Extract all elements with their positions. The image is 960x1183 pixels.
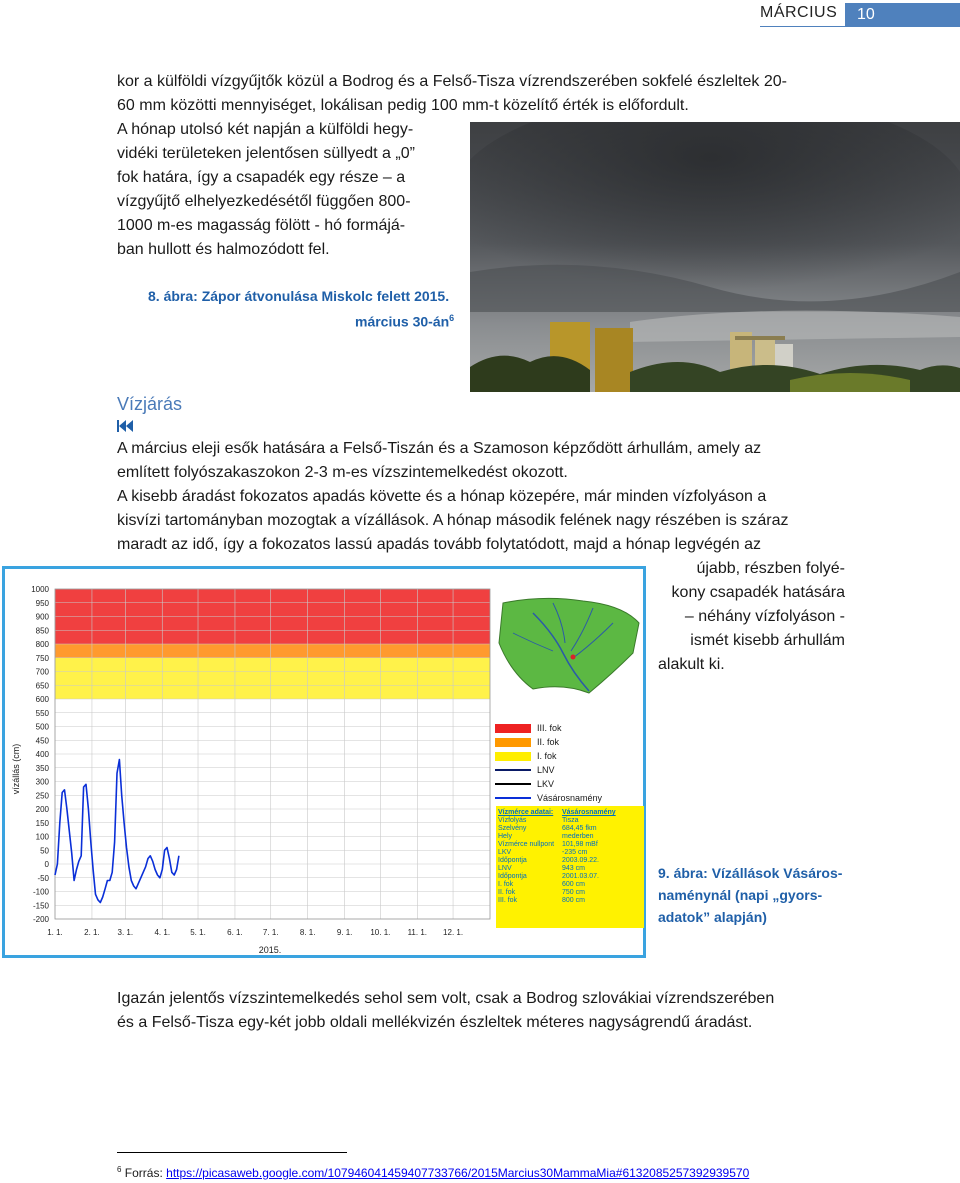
side-line: ismét kisebb árhullám: [690, 632, 845, 649]
y-tick-label: 850: [35, 626, 49, 636]
header-rule: [760, 26, 846, 27]
station-info-value: 2001.03.07.: [562, 873, 599, 880]
legend-item: [495, 749, 602, 763]
station-info-value: 800 cm: [562, 897, 585, 904]
paragraph-line: maradt az idő, így a fokozatos lassú apadás tovább folytatódott, majd a hónap legvégén az: [117, 536, 761, 553]
running-header-title: MÁRCIUS: [760, 4, 838, 21]
station-info-key: Vízmérce adatai:: [498, 809, 554, 816]
page-number: 10: [845, 3, 960, 27]
section-heading: Vízjárás: [117, 394, 183, 414]
station-info-row: [498, 825, 642, 833]
station-info-row: [498, 841, 642, 849]
y-tick-label: 1000: [31, 585, 49, 594]
station-info-key: Vízfolyás: [498, 817, 527, 824]
station-info-value: -235 cm: [562, 849, 588, 856]
legend-item: [495, 763, 602, 777]
figure-9-caption-line: naménynál (napi „gyors-: [658, 887, 823, 903]
paragraph-line: kisvízi tartományban mozogtak a vízállások. A hónap második felének nagy részében is száraz: [117, 512, 789, 529]
x-tick-label: 10. 1.: [370, 928, 391, 937]
figure-9-caption-line: 9. ábra: Vízállások Vásáros-: [658, 865, 843, 881]
y-tick-label: 950: [35, 598, 49, 608]
station-info-key: Hely: [498, 833, 513, 840]
legend-label: LNV: [537, 765, 555, 775]
hydrology-paragraph: [117, 437, 845, 557]
paragraph-line: A kisebb áradást fokozatos apadás követte és a hónap közepére, már minden vízfolyáson a: [117, 488, 767, 505]
station-info-value: 101,98 mBf: [562, 841, 598, 848]
station-info-row: [498, 881, 642, 889]
legend-item: [495, 791, 602, 805]
y-tick-label: 200: [35, 805, 49, 814]
chart-legend: [495, 721, 602, 805]
snow-line: 1000 m-es magasság fölött - hó formájá-: [117, 217, 406, 234]
legend-swatch: [495, 769, 531, 771]
legend-swatch: [495, 752, 531, 761]
source-link[interactable]: https://picasaweb.google.com/107946041459407733766/2015Marcius30MammaMia#6132085257392939570: [166, 1166, 750, 1180]
snow-paragraph: [117, 118, 457, 262]
x-tick-label: 11. 1.: [407, 928, 428, 937]
x-tick-label: 6. 1.: [227, 928, 243, 937]
y-tick-label: 350: [35, 763, 49, 773]
station-info-value: 684,45 fkm: [562, 825, 597, 832]
snow-line: A hónap utolsó két napján a külföldi hegy-: [117, 121, 414, 138]
station-info-key: LNV: [498, 865, 512, 872]
legend-item: [495, 735, 602, 749]
station-info-key: Időpontja: [498, 873, 527, 880]
footnote-rule: [117, 1152, 347, 1153]
y-axis-label: vízállás (cm): [11, 743, 21, 795]
station-info-value: mederben: [562, 833, 594, 840]
storm-cloud-photo: [470, 122, 960, 392]
x-tick-label: 5. 1.: [190, 928, 206, 937]
paragraph-line: A március eleji esők hatására a Felső-Tiszán és a Szamoson képződött árhullám, amely az: [117, 440, 762, 457]
station-info-key: Szelvény: [498, 825, 527, 832]
station-info-table: [496, 806, 644, 928]
y-tick-label: 0: [44, 860, 49, 869]
y-tick-label: 600: [35, 695, 49, 704]
station-info-value: Tisza: [562, 817, 579, 824]
footnote-number: 6: [117, 1165, 122, 1174]
legend-label: III. fok: [537, 723, 562, 733]
y-tick-label: 300: [35, 777, 49, 787]
y-tick-label: 500: [35, 722, 49, 732]
y-tick-label: -200: [32, 915, 49, 924]
station-info-row: [498, 833, 642, 841]
y-tick-label: -100: [32, 887, 49, 897]
legend-label: I. fok: [537, 751, 557, 761]
station-info-value: 600 cm: [562, 881, 585, 888]
legend-item: [495, 721, 602, 735]
station-info-key: I. fok: [498, 881, 514, 888]
figure-8-caption-date: március 30-án: [355, 313, 450, 330]
x-tick-label: 4. 1.: [154, 928, 171, 937]
alarm-band-i-fok: [55, 658, 490, 699]
y-tick-label: 250: [35, 791, 49, 801]
y-tick-label: 900: [35, 612, 49, 622]
legend-swatch: [495, 738, 531, 747]
station-info-row: [498, 865, 642, 873]
x-tick-label: 12. 1.: [443, 928, 464, 937]
side-line: – néhány vízfolyáson -: [684, 608, 845, 625]
intro-line-1: kor a külföldi vízgyűjtők közül a Bodrog és a Felső-Tisza vízrendszerében sokfelé észleltek 20-: [117, 73, 787, 90]
legend-item: [495, 777, 602, 791]
side-line: kony csapadék hatására: [671, 584, 845, 601]
snow-line: vízgyűjtő elhelyezkedésétől függően 800-: [117, 193, 411, 210]
legend-label: II. fok: [537, 737, 560, 747]
station-info-value: 943 cm: [562, 865, 585, 872]
x-tick-label: 9. 1.: [336, 928, 353, 937]
paragraph-line: és a Felső-Tisza egy-két jobb oldali mellékvizén észleltek méteres nagyságrendű áradást.: [117, 1014, 753, 1031]
x-tick-label: 7. 1.: [262, 928, 279, 937]
station-info-row: [498, 809, 642, 817]
y-tick-label: 750: [35, 653, 49, 663]
station-info-row: [498, 817, 642, 825]
station-info-value: Vásárosnamény: [562, 809, 616, 816]
station-info-key: Vízmérce nullpont: [498, 841, 555, 848]
y-tick-label: 800: [35, 640, 49, 649]
x-tick-label: 8. 1.: [299, 928, 316, 937]
y-tick-label: 100: [35, 832, 49, 842]
y-tick-label: -150: [32, 901, 49, 911]
y-tick-label: 550: [35, 708, 49, 718]
station-info-key: Időpontja: [498, 857, 527, 864]
side-line: alakult ki.: [658, 656, 725, 673]
footnote-reference[interactable]: 6: [449, 313, 455, 323]
legend-swatch: [495, 783, 531, 785]
catchment-map: [493, 593, 641, 697]
footnote-prefix: Forrás:: [124, 1166, 167, 1180]
series-line-vasarosnameny: [55, 760, 179, 903]
y-tick-label: 450: [35, 736, 49, 746]
snow-line: fok határa, így a csapadék egy része – a: [117, 169, 406, 186]
legend-swatch: [495, 724, 531, 733]
y-tick-label: 650: [35, 681, 49, 691]
y-tick-label: -50: [37, 873, 49, 883]
side-line: újabb, részben folyé-: [696, 560, 845, 577]
station-info-key: II. fok: [498, 889, 516, 896]
y-tick-label: 50: [40, 846, 49, 856]
water-level-chart: [2, 566, 646, 958]
side-paragraph: [658, 557, 845, 677]
legend-label: LKV: [537, 779, 555, 789]
footnote: [117, 1162, 749, 1181]
intro-line-2: 60 mm közötti mennyiséget, lokálisan pedig 100 mm-t közelítő érték is előfordult.: [117, 97, 689, 114]
alarm-band-ii-fok: [55, 644, 490, 658]
x-tick-label: 2. 1.: [84, 928, 100, 937]
figure-9-caption-line: adatok” alapján): [658, 909, 767, 925]
station-info-row: [498, 897, 642, 905]
legend-label: Vásárosnamény: [537, 793, 603, 803]
x-axis-label: 2015.: [258, 945, 282, 955]
closing-paragraph: [117, 987, 845, 1035]
station-info-row: [498, 849, 642, 857]
station-info-key: III. fok: [498, 897, 518, 904]
station-info-key: LKV: [498, 849, 512, 856]
figure-8-caption-line-2: [355, 308, 454, 332]
paragraph-line: Igazán jelentős vízszintemelkedés sehol sem volt, csak a Bodrog szlovákiai vízrendszerében: [117, 990, 775, 1007]
y-tick-label: 150: [35, 818, 49, 828]
station-info-row: [498, 889, 642, 897]
paragraph-line: említett folyószakaszokon 2-3 m-es vízszintemelkedést okozott.: [117, 464, 568, 481]
snow-line: ban hullott és halmozódott fel.: [117, 241, 330, 258]
y-tick-label: 400: [35, 750, 49, 759]
station-info-row: [498, 873, 642, 881]
x-tick-label: 3. 1.: [117, 928, 134, 937]
snow-line: vidéki területeken jelentősen süllyedt a „0”: [117, 145, 415, 162]
station-info-row: [498, 857, 642, 865]
figure-8-caption-line-1: 8. ábra: Zápor átvonulása Miskolc felett 2015.: [148, 288, 450, 304]
figure-9-caption: [658, 862, 842, 928]
y-tick-label: 700: [35, 667, 49, 677]
x-tick-label: 1. 1.: [47, 928, 63, 937]
station-info-value: 750 cm: [562, 889, 585, 896]
legend-swatch: [495, 797, 531, 799]
skip-back-icon[interactable]: [117, 419, 133, 438]
station-info-value: 2003.09.22.: [562, 857, 599, 864]
